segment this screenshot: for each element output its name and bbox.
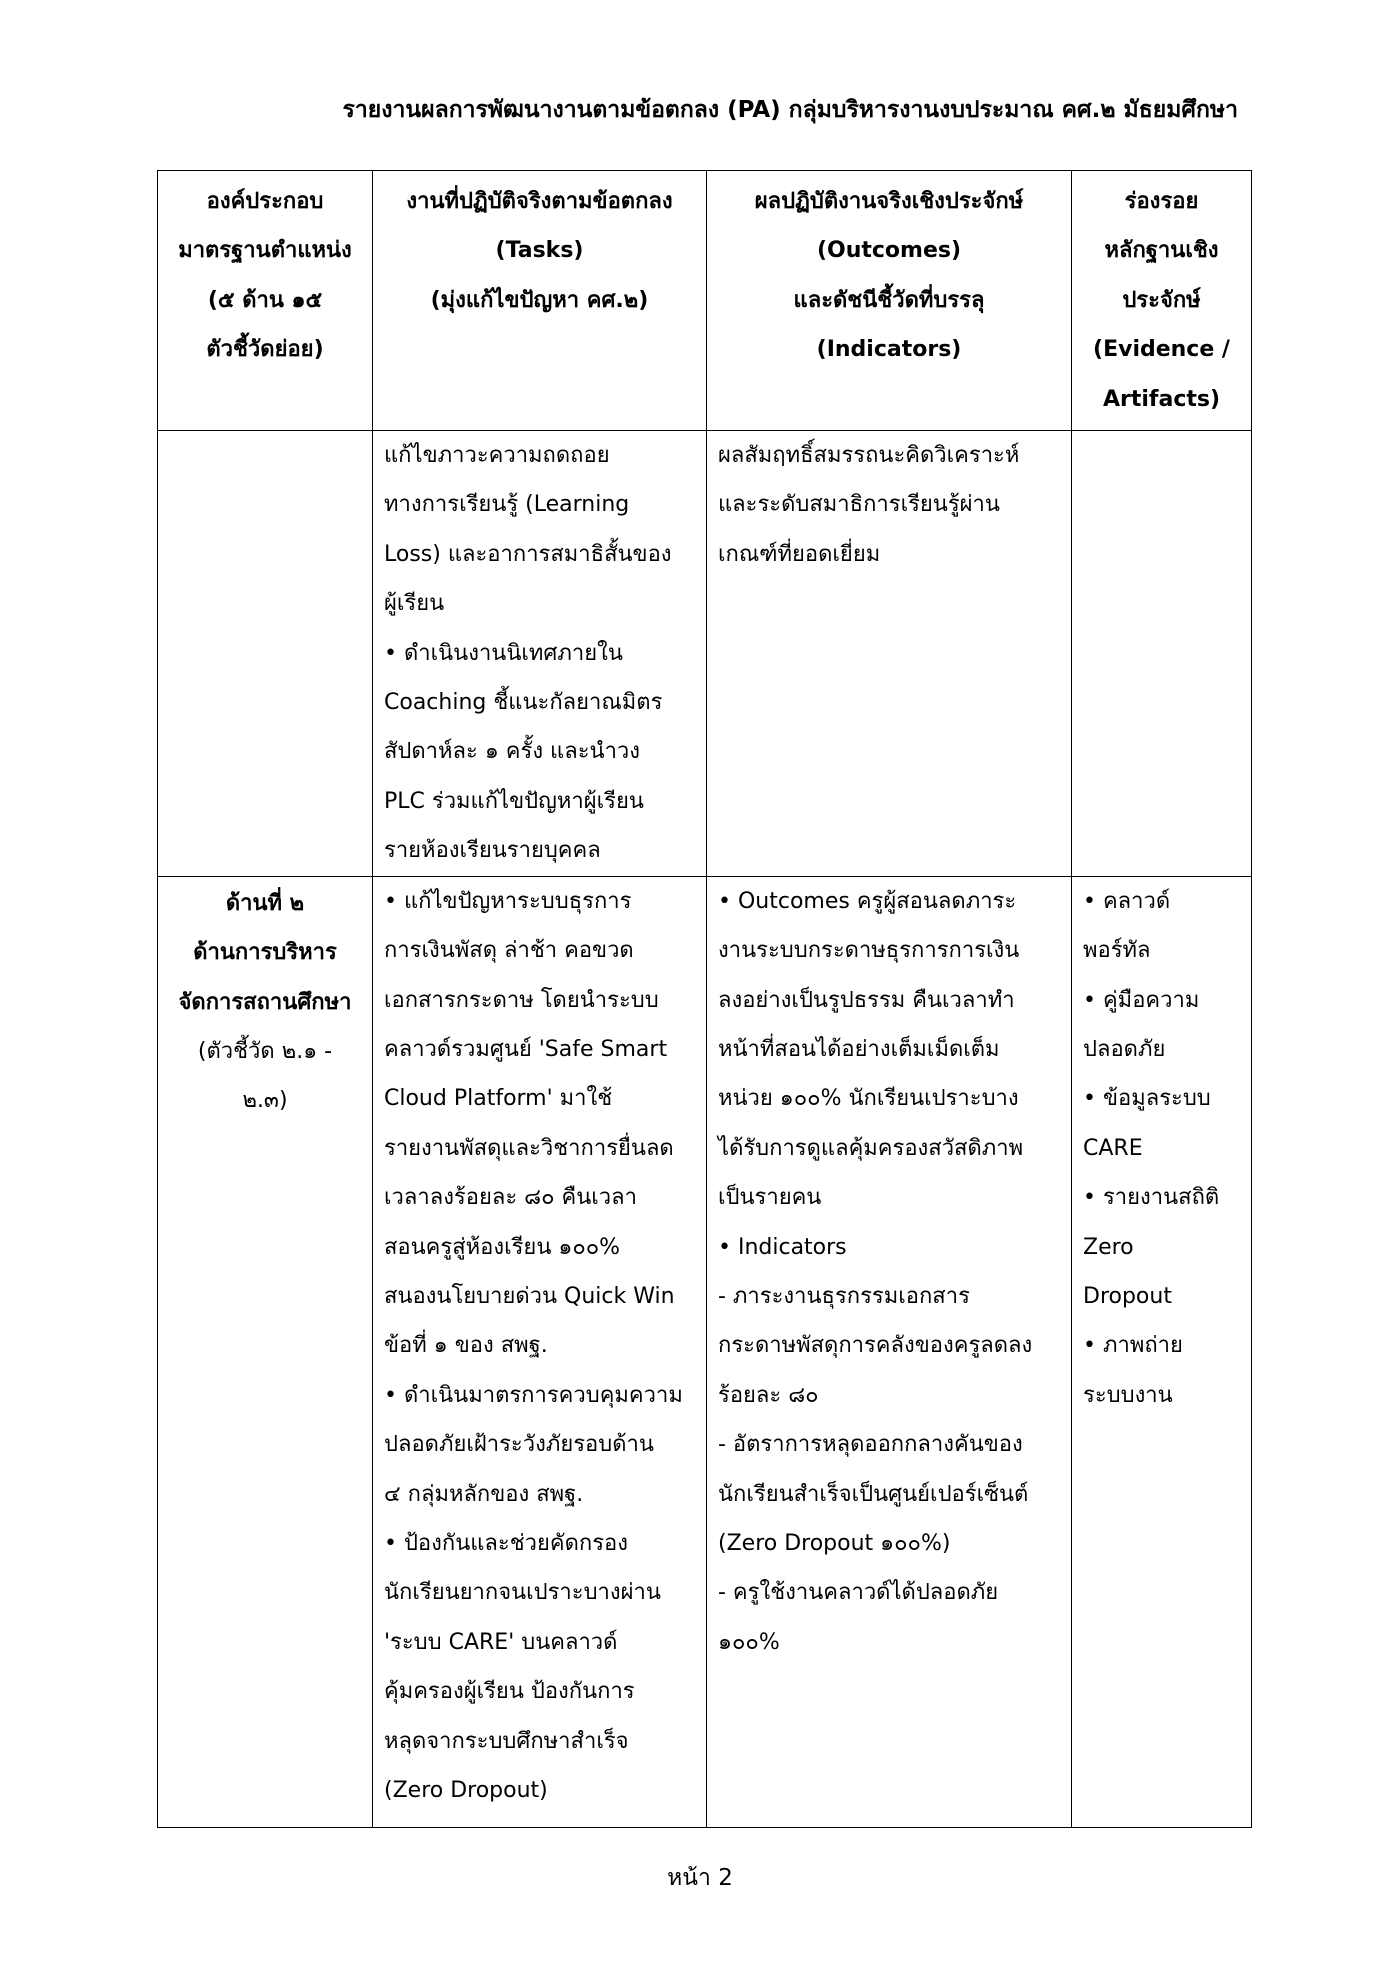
header-cell-outcomes xyxy=(707,171,1072,431)
header-cell-standard xyxy=(158,171,373,431)
header-line: และดัชนีชี้วัดที่บรรลุ xyxy=(793,287,985,313)
evidence-line: Zero xyxy=(1083,1234,1134,1260)
tasks-line: คุ้มครองผู้เรียน ป้องกันการ xyxy=(384,1679,635,1705)
outcomes-line: • Indicators xyxy=(718,1234,847,1260)
evidence-line: พอร์ทัล xyxy=(1083,938,1151,964)
table-row-continued xyxy=(158,431,1252,877)
tasks-line: • แก้ไขปัญหาระบบธุรการ xyxy=(384,888,632,914)
tasks-line: เวลาลงร้อยละ ๘๐ คืนเวลา xyxy=(384,1185,637,1211)
tasks-line: เอกสารกระดาษ โดยนำระบบ xyxy=(384,987,659,1013)
tasks-line: นักเรียนยากจนเปราะบางผ่าน xyxy=(384,1580,661,1606)
dimension-title-line: จัดการสถานศึกษา xyxy=(178,989,352,1015)
header-line: (Tasks) xyxy=(495,238,584,264)
evidence-line: • ข้อมูลระบบ xyxy=(1083,1086,1211,1112)
dimension-cell xyxy=(158,876,373,1827)
outcomes-line: - ภาระงานธุรกรรมเอกสาร xyxy=(718,1283,970,1309)
outcomes-line: นักเรียนสำเร็จเป็นศูนย์เปอร์เซ็นต์ xyxy=(718,1481,1029,1507)
tasks-line: Loss) และอาการสมาธิสั้นของ xyxy=(384,541,672,567)
dimension-cell xyxy=(158,431,373,877)
outcomes-line: - อัตราการหลุดออกกลางคันของ xyxy=(718,1432,1023,1458)
outcomes-line: (Zero Dropout ๑๐๐%) xyxy=(718,1530,951,1556)
tasks-line: • ดำเนินงานนิเทศภายใน xyxy=(384,640,623,666)
page-number: หน้า 2 xyxy=(667,1865,733,1891)
tasks-cell xyxy=(373,876,707,1827)
table-header-row xyxy=(158,171,1252,431)
tasks-line: รายงานพัสดุและวิชาการยื่นลด xyxy=(384,1135,674,1161)
outcomes-line: เกณฑ์ที่ยอดเยี่ยม xyxy=(718,541,881,567)
evidence-line: ปลอดภัย xyxy=(1083,1036,1166,1062)
tasks-line: ข้อที่ ๑ ของ สพฐ. xyxy=(384,1333,548,1359)
tasks-line: PLC ร่วมแก้ไขปัญหาผู้เรียน xyxy=(384,788,644,814)
tasks-line: 'ระบบ CARE' บนคลาวด์ xyxy=(384,1629,618,1655)
tasks-line: (Zero Dropout) xyxy=(384,1778,548,1803)
tasks-line: ทางการเรียนรู้ (Learning xyxy=(384,492,630,518)
header-line: (Indicators) xyxy=(816,337,962,363)
tasks-line: แก้ไขภาวะความถดถอย xyxy=(384,443,610,469)
evidence-line: Dropout xyxy=(1083,1283,1172,1309)
evidence-line: ระบบงาน xyxy=(1083,1382,1173,1408)
outcomes-line: กระดาษพัสดุการคลังของครูลดลง xyxy=(718,1333,1033,1359)
tasks-line: สอนครูสู่ห้องเรียน ๑๐๐% xyxy=(384,1234,621,1260)
evidence-line: • ภาพถ่าย xyxy=(1083,1333,1183,1359)
header-cell-evidence xyxy=(1072,171,1252,431)
tasks-line: ๔ กลุ่มหลักของ สพฐ. xyxy=(384,1481,584,1507)
evidence-cell xyxy=(1072,876,1252,1827)
header-line: (๕ ด้าน ๑๕ xyxy=(207,287,323,313)
header-line: ประจักษ์ xyxy=(1122,287,1201,313)
header-line: งานที่ปฏิบัติจริงตามข้อตกลง xyxy=(406,189,673,214)
dimension-title-line: ด้านการบริหาร xyxy=(193,940,337,966)
tasks-line: Coaching ชี้แนะกัลยาณมิตร xyxy=(384,690,663,716)
evidence-line: CARE xyxy=(1083,1135,1143,1161)
tasks-line: สนองนโยบายด่วน Quick Win xyxy=(384,1283,675,1309)
header-line: ผลปฏิบัติงานจริงเชิงประจักษ์ xyxy=(754,189,1024,214)
outcomes-line: ได้รับการดูแลคุ้มครองสวัสดิภาพ xyxy=(718,1135,1024,1161)
evidence-cell xyxy=(1072,431,1252,877)
tasks-line: Cloud Platform' มาใช้ xyxy=(384,1086,613,1112)
outcomes-cell xyxy=(707,876,1072,1827)
header-line: (มุ่งแก้ไขปัญหา คศ.๒) xyxy=(430,287,649,313)
evidence-line: • รายงานสถิติ xyxy=(1083,1185,1220,1211)
outcomes-line: หน่วย ๑๐๐% นักเรียนเปราะบาง xyxy=(718,1086,1019,1112)
header-line: Artifacts) xyxy=(1102,386,1221,412)
tasks-cell xyxy=(373,431,707,877)
outcomes-line: ร้อยละ ๘๐ xyxy=(718,1382,819,1408)
tasks-line: รายห้องเรียนรายบุคคล xyxy=(384,838,601,864)
outcomes-line: - ครูใช้งานคลาวด์ได้ปลอดภัย xyxy=(718,1580,999,1606)
header-line: องค์ประกอบ xyxy=(206,189,324,214)
tasks-line: ปลอดภัยเฝ้าระวังภัยรอบด้าน xyxy=(384,1432,654,1458)
header-line: (Outcomes) xyxy=(816,238,962,264)
tasks-line: สัปดาห์ละ ๑ ครั้ง และนำวง xyxy=(384,739,641,765)
outcomes-line: • Outcomes ครูผู้สอนลดภาระ xyxy=(718,888,1017,914)
outcomes-cell xyxy=(707,431,1072,877)
outcomes-line: และระดับสมาธิการเรียนรู้ผ่าน xyxy=(718,492,1000,518)
evidence-line: • คลาวด์ xyxy=(1083,888,1171,914)
dimension-indicator-line: (ตัวชี้วัด ๒.๑ - xyxy=(197,1038,333,1064)
outcomes-line: ๑๐๐% xyxy=(718,1629,780,1655)
outcomes-line: งานระบบกระดาษธุรการการเงิน xyxy=(718,938,1020,964)
table-row-dimension-2 xyxy=(158,876,1252,1827)
dimension-indicator-line: ๒.๓) xyxy=(242,1088,288,1114)
pa-report-table xyxy=(157,170,1252,1828)
outcomes-line: ลงอย่างเป็นรูปธรรม คืนเวลาทำ xyxy=(718,987,1015,1013)
outcomes-line: หน้าที่สอนได้อย่างเต็มเม็ดเต็ม xyxy=(718,1036,1000,1062)
header-line: ร่องรอย xyxy=(1124,189,1199,214)
tasks-line: • ดำเนินมาตรการควบคุมความ xyxy=(384,1382,683,1408)
tasks-line: คลาวด์รวมศูนย์ 'Safe Smart xyxy=(384,1036,668,1062)
header-line: (Evidence / xyxy=(1093,337,1230,363)
header-cell-tasks xyxy=(373,171,707,431)
tasks-line: ผู้เรียน xyxy=(384,591,445,617)
evidence-line: • คู่มือความ xyxy=(1083,987,1200,1013)
header-line: หลักฐานเชิง xyxy=(1104,238,1219,264)
page-header-title: รายงานผลการพัฒนางานตามข้อตกลง (PA) กลุ่มบริหารงานงบประมาณ คศ.๒ มัธยมศึกษา xyxy=(342,97,1238,123)
header-line: ตัวชี้วัดย่อย) xyxy=(206,337,324,363)
tasks-line: การเงินพัสดุ ล่าช้า คอขวด xyxy=(384,938,634,964)
dimension-title-line: ด้านที่ ๒ xyxy=(225,890,305,916)
outcomes-line: เป็นรายคน xyxy=(718,1185,822,1211)
header-line: มาตรฐานตำแหน่ง xyxy=(178,238,352,264)
tasks-line: หลุดจากระบบศึกษาสำเร็จ xyxy=(384,1728,629,1754)
tasks-line: • ป้องกันและช่วยคัดกรอง xyxy=(384,1530,628,1556)
outcomes-line: ผลสัมฤทธิ์สมรรถนะคิดวิเคราะห์ xyxy=(718,443,1020,469)
